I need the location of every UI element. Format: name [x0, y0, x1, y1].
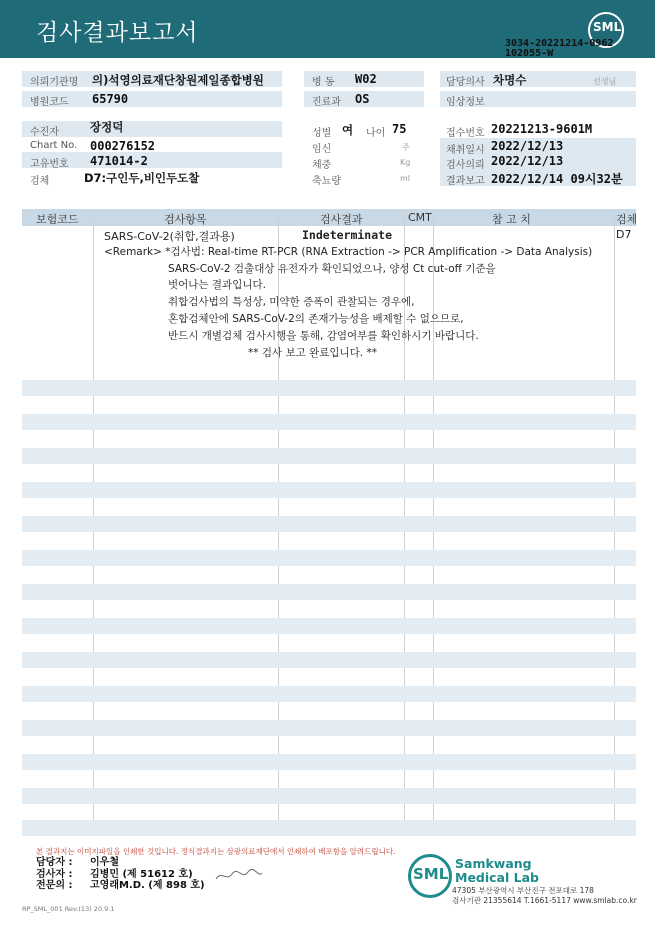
row-stripe: [22, 482, 636, 498]
header-cmt: CMT: [408, 211, 432, 224]
header-test-item: 검사항목: [164, 213, 207, 226]
remark-line: 취합검사법의 특성상, 미약한 증폭이 관찰되는 경우에,: [168, 296, 415, 308]
row-stripe: [22, 754, 636, 770]
specimen-value: D7:구인두,비인두도찰: [84, 171, 200, 185]
patient-value: 장정덕: [90, 120, 124, 134]
row-stripe: [22, 550, 636, 566]
dept-value: OS: [355, 92, 370, 106]
chart-label: Chart No.: [30, 140, 78, 151]
logo-text: SML: [593, 20, 622, 34]
doc-number-1: 3034-20221214-0962: [505, 38, 614, 49]
remark-line: 혼합검체안에 SARS-CoV-2의 존재가능성을 배제할 수 없으므로,: [168, 313, 464, 325]
doc-number-2: 102055-W: [505, 48, 554, 59]
form-code: RP_SML_001 Rev.(13) 20.9.1: [22, 905, 115, 913]
hospital-code-value: 65790: [92, 92, 129, 106]
clinical-label: 임상정보: [446, 97, 485, 108]
weight-label: 체중: [312, 160, 332, 171]
row-stripe: [22, 414, 636, 430]
row-stripe: [22, 618, 636, 634]
doctor-suffix: 선생님: [593, 77, 617, 86]
remark-line: 벗어나는 결과입니다.: [168, 279, 266, 291]
lab-name-line2: Medical Lab: [455, 870, 539, 885]
test-result-value: Indeterminate: [302, 228, 393, 242]
sex-value: 여: [342, 123, 354, 137]
chart-value: 000276152: [90, 139, 156, 153]
remark-line: 반드시 개별검체 검사시행을 통해, 감염여부를 확인하시기 바랍니다.: [168, 330, 479, 342]
tester-value: 김병민 (제 51612 호): [90, 869, 193, 880]
test-item-value: SARS-CoV-2(취합,결과용): [104, 230, 235, 243]
urine-unit: ml: [400, 174, 411, 183]
report-complete-text: ** 검사 보고 완료입니다. **: [248, 347, 377, 359]
band-patient: [22, 121, 282, 137]
dept-label: 진료과: [312, 97, 341, 108]
specialist-label: 전문의 :: [36, 880, 73, 891]
patient-label: 수진자: [30, 127, 59, 138]
row-stripe: [22, 584, 636, 600]
weight-unit: Kg: [400, 158, 411, 167]
specialist-value: 고영래M.D. (제 898 호): [90, 880, 205, 891]
sex-label: 성별: [312, 128, 332, 139]
page-title: 검사결과보고서: [36, 20, 199, 46]
footer-note: 본 결과지는 이미지파일을 인쇄한 것입니다. 정식결과지는 삼광의료재단에서 인쇄하여 배포함을 알려드립니다.: [36, 847, 396, 856]
report-value: 2022/12/14 09시32분: [491, 172, 623, 186]
lab-address: 47305 부산광역시 부산진구 전포대로 178: [452, 886, 594, 895]
collect-label: 채취일시: [446, 145, 485, 156]
specimen-label: 검체: [30, 176, 50, 187]
person-label: 담당자 :: [36, 857, 73, 868]
row-stripe: [22, 686, 636, 702]
remark-line: SARS-CoV-2 검출대상 유전자가 확인되었으나, 양성 Ct cut-off 기준을: [168, 263, 496, 275]
row-stripe: [22, 516, 636, 532]
collect-value: 2022/12/13: [491, 139, 564, 153]
doctor-label: 담당의사: [446, 77, 485, 88]
signature-icon: [214, 864, 264, 886]
lab-contact: 검사기관 21355614 T.1661-5117 www.smlab.co.kr: [452, 896, 637, 905]
row-stripe: [22, 788, 636, 804]
lab-name-line1: Samkwang: [455, 856, 532, 871]
institution-value: 의)석영의료재단창원제일종합병원: [92, 73, 264, 87]
uid-value: 471014-2: [90, 154, 148, 168]
ward-value: W02: [355, 72, 377, 86]
remark-line: <Remark> *검사법: Real-time RT-PCR (RNA Extraction -> PCR Amplification -> Data Analysis): [104, 246, 593, 258]
row-stripe: [22, 448, 636, 464]
header-test-result: 검사결과: [320, 213, 363, 226]
header-reference: 참 고 치: [492, 213, 531, 226]
doctor-value: 차명수: [493, 73, 527, 87]
row-stripe: [22, 380, 636, 396]
hospital-code-label: 병원코드: [30, 97, 69, 108]
header-specimen: 검체: [616, 213, 638, 226]
tester-label: 검사자 :: [36, 869, 73, 880]
lab-logo-text: SML: [413, 865, 449, 883]
request-value: 2022/12/13: [491, 154, 564, 168]
request-label: 검사의뢰: [446, 160, 485, 171]
header-insurance-code: 보험코드: [36, 213, 79, 226]
row-stripe: [22, 820, 636, 836]
uid-label: 고유번호: [30, 159, 69, 170]
person-value: 이우철: [90, 857, 119, 868]
report-label: 결과보고: [446, 176, 485, 187]
specimen-code-value: D7: [616, 228, 632, 241]
preg-label: 임신: [312, 144, 332, 155]
age-label: 나이: [366, 128, 386, 139]
row-stripe: [22, 720, 636, 736]
urine-label: 축뇨량: [312, 176, 341, 187]
ward-label: 병 동: [312, 77, 335, 88]
preg-unit: 주: [402, 143, 410, 152]
receipt-value: 20221213-9601M: [491, 122, 593, 136]
row-stripe: [22, 652, 636, 668]
receipt-label: 접수번호: [446, 128, 485, 139]
institution-label: 의뢰기관명: [30, 77, 79, 88]
age-value: 75: [392, 122, 407, 136]
